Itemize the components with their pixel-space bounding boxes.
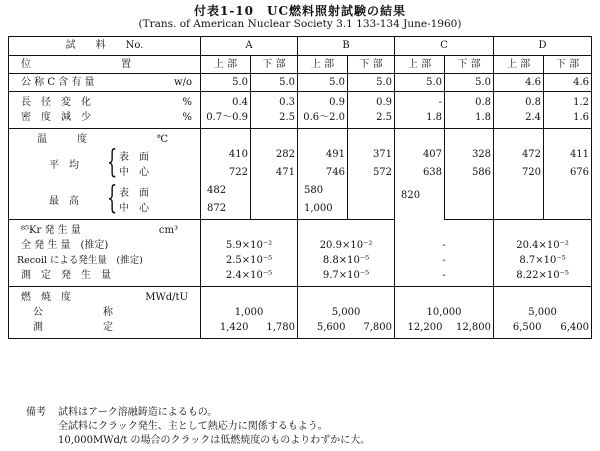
density-decrease-name: 密 度 減 少 (21, 112, 91, 123)
table-cell: 2.4×10⁻⁵ (201, 268, 298, 287)
length-change-name: 長 径 変 化 (21, 97, 91, 108)
table-cell: 5,600 (298, 320, 348, 339)
table-cell: 5.9×10⁻² (201, 238, 298, 253)
length-change-unit: % (182, 97, 192, 108)
pos-lower: 下 部 (445, 56, 494, 74)
brace-icon: { (107, 178, 118, 217)
table-cell: 5.0 (201, 74, 251, 92)
table-cell (251, 180, 298, 201)
table-cell: 572 (348, 165, 395, 180)
length-change-label (9, 92, 201, 111)
note-text: 試料はアーク溶融鋳造によるもの。 (58, 407, 218, 418)
table-cell: 5.0 (395, 74, 445, 92)
table-cell: 6,500 (494, 320, 544, 339)
table-cell: 0.6～2.0 (298, 110, 348, 129)
table-cell: 9.7×10⁻⁵ (298, 268, 395, 287)
sample-header: 試 料 No. (9, 37, 201, 56)
avg-surface-row (9, 147, 592, 165)
notes (28, 406, 370, 448)
table-cell: 20.4×10⁻² (494, 238, 592, 253)
sample-b-header: B (298, 37, 395, 56)
burnup-row (9, 287, 592, 306)
table-cell: 1.2 (544, 92, 592, 111)
recoil-gas-label: Recoil による発生量 (推定) (17, 255, 143, 266)
table-cell: 7,800 (363, 322, 393, 333)
table-cell: 1.8 (445, 110, 494, 129)
pos-upper: 上 部 (298, 56, 348, 74)
table-cell: 2.4 (494, 110, 544, 129)
table-cell: 491 (298, 147, 348, 165)
c-content-label (9, 74, 201, 92)
table-cell (445, 180, 494, 201)
table-cell: 10,000 (395, 305, 494, 320)
center-label: 中 心 (119, 167, 149, 178)
table-cell: 8.7×10⁻⁵ (494, 253, 592, 268)
measured-gas-row (9, 268, 592, 287)
burnup-nominal-row (9, 305, 592, 320)
note-line: 全試料にクラック発生、主として熱応力に関係するもよう。 (58, 421, 328, 432)
table-cell (348, 201, 395, 220)
measured-gas-label: 測 定 発 生 量 (9, 268, 201, 287)
table-cell: 472 (494, 147, 544, 165)
table-cell: 328 (445, 147, 494, 165)
density-decrease-unit: % (182, 112, 192, 123)
table-cell: 471 (251, 165, 298, 180)
c-content-row (9, 74, 592, 92)
table-cell: 0.8 (445, 92, 494, 111)
table-cell: - (395, 253, 494, 268)
table-cell: 820 (395, 180, 445, 220)
burnup-measured-label: 測 定 (33, 322, 113, 333)
note-line (28, 406, 370, 420)
table-cell: 0.8 (494, 92, 544, 111)
table-cell: 2.5 (251, 110, 298, 129)
table-cell: 0.9 (348, 92, 395, 111)
table-cell (494, 180, 544, 201)
burnup-nominal-label: 公 称 (33, 307, 113, 318)
max-label: 最 高 (49, 196, 79, 207)
table-cell: 5.0 (298, 74, 348, 92)
max-surface-row (9, 180, 592, 201)
temperature-unit: ℃ (156, 134, 168, 145)
brace-icon: { (107, 142, 118, 181)
table-cell: 586 (445, 165, 494, 180)
table-cell: 2.5 (348, 110, 395, 129)
table-cell: - (395, 92, 445, 111)
table-cell: 5,000 (494, 305, 592, 320)
position-row (9, 56, 592, 74)
table-cell: 1.8 (395, 110, 445, 129)
surface-label: 表 面 (119, 152, 149, 163)
table-cell: 1,780 (266, 322, 296, 333)
table-cell (348, 180, 395, 201)
position-label: 位 置 (9, 56, 201, 74)
burnup-name: 燃 焼 度 (21, 292, 71, 303)
pos-upper: 上 部 (201, 56, 251, 74)
table-cell: 676 (544, 165, 592, 180)
table-cell: 5.0 (348, 74, 395, 92)
average-label: 平 均 (49, 160, 79, 171)
table-cell: 1.6 (544, 110, 592, 129)
table-cell (544, 201, 592, 220)
pos-lower: 下 部 (544, 56, 592, 74)
surface-label: 表 面 (119, 188, 149, 199)
table-cell: - (395, 268, 494, 287)
table-cell: 8.8×10⁻⁵ (298, 253, 395, 268)
c-content-unit: w/o (174, 77, 192, 88)
table-cell: 5,000 (298, 305, 395, 320)
table-cell: 20.9×10⁻² (298, 238, 395, 253)
table-cell: 0.9 (298, 92, 348, 111)
recoil-gas-row (9, 253, 592, 268)
table-cell: 1,000 (201, 305, 298, 320)
burnup-unit: MWd/tU (145, 292, 188, 303)
pos-lower: 下 部 (251, 56, 298, 74)
table-cell (445, 201, 494, 220)
kr-row (9, 220, 592, 239)
center-label: 中 心 (9, 201, 201, 220)
table-cell: 2.5×10⁻⁵ (201, 253, 298, 268)
table-cell: 4.6 (544, 74, 592, 92)
table-cell: 411 (544, 147, 592, 165)
c-content-name: 公 称 C 含 有 量 (21, 77, 95, 88)
table-cell: 5.0 (251, 74, 298, 92)
table-cell: 580 (298, 180, 348, 201)
table-cell: 872 (201, 201, 251, 220)
kr-label (9, 220, 201, 239)
density-decrease-label (9, 110, 201, 129)
kr-name: ⁸⁵Kr 発 生 量 (21, 225, 81, 236)
temperature-name: 温 度 (37, 134, 87, 145)
table-cell: 410 (201, 147, 251, 165)
table-cell: 6,400 (560, 322, 590, 333)
total-gas-label: 全 発 生 量 (推定) (21, 240, 109, 251)
note-line: 10,000MWd/t の場合のクラックは低燃焼度のものよりわずかに大。 (58, 435, 371, 446)
table-cell: 371 (348, 147, 395, 165)
burnup-label (9, 287, 201, 306)
sample-d-header: D (494, 37, 592, 56)
table-cell: 5.0 (445, 74, 494, 92)
pos-upper: 上 部 (494, 56, 544, 74)
temperature-label (9, 129, 201, 148)
density-decrease-row (9, 110, 592, 129)
table-cell: 4.6 (494, 74, 544, 92)
table-cell: 0.7～0.9 (201, 110, 251, 129)
temperature-row (9, 129, 592, 148)
table-cell: 746 (298, 165, 348, 180)
results-table (8, 36, 592, 339)
table-cell: 0.3 (251, 92, 298, 111)
table-title: 付表1-10 UC燃料照射試験の結果 (193, 4, 407, 18)
header-row (9, 37, 592, 56)
sample-c-header: C (395, 37, 494, 56)
table-source: (Trans. of American Nuclear Society 3.1 133-134 June-1960) (138, 18, 462, 30)
notes-tag: 備考 (26, 407, 46, 418)
table-cell: 1,000 (298, 201, 348, 220)
sample-a-header: A (201, 37, 298, 56)
total-gas-row (9, 238, 592, 253)
table-cell: 0.4 (201, 92, 251, 111)
table-cell: 1,420 (201, 320, 251, 339)
table-cell: 8.22×10⁻⁵ (494, 268, 592, 287)
burnup-measured-row (9, 320, 592, 339)
table-cell: 720 (494, 165, 544, 180)
table-cell: 407 (395, 147, 445, 165)
kr-unit: cm³ (158, 225, 178, 236)
table-cell: 482 (201, 180, 251, 201)
table-cell: 282 (251, 147, 298, 165)
table-cell (494, 201, 544, 220)
table-cell: 12,800 (456, 322, 492, 333)
table-cell: 638 (395, 165, 445, 180)
table-cell: 722 (201, 165, 251, 180)
table-cell: - (395, 238, 494, 253)
table-cell (251, 201, 298, 220)
table-cell (544, 180, 592, 201)
pos-upper: 上 部 (395, 56, 445, 74)
pos-lower: 下 部 (348, 56, 395, 74)
length-change-row (9, 92, 592, 111)
table-cell: 12,200 (395, 320, 445, 339)
